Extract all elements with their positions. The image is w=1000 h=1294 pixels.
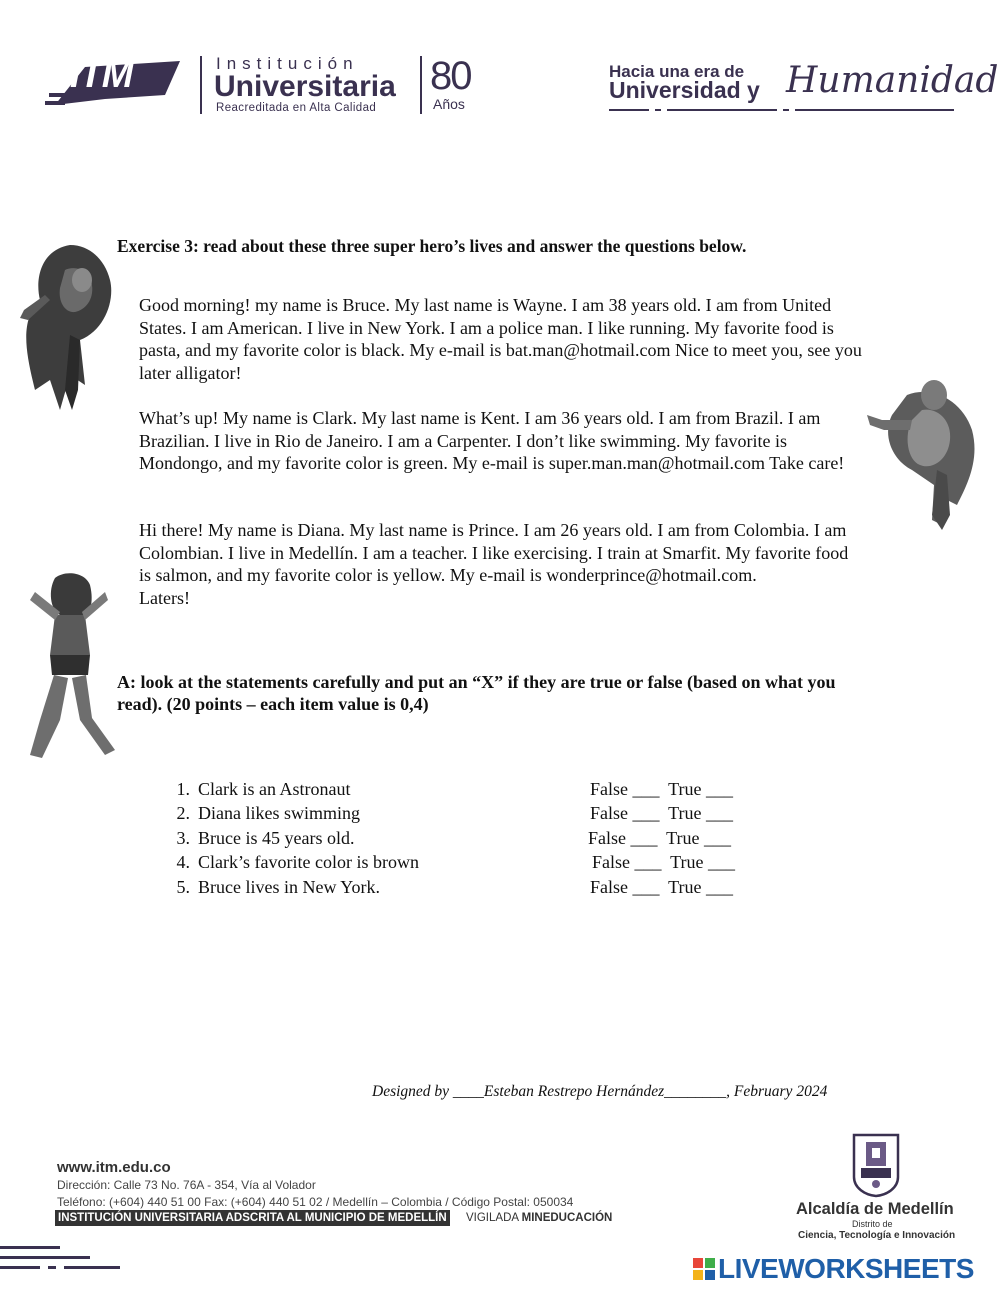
statement-number: 4. (176, 852, 190, 873)
vigilada-prefix: VIGILADA (466, 1212, 519, 1224)
anniversary-label: Años (433, 96, 465, 112)
itm-logo-text: iTM (70, 54, 133, 96)
true-false-blanks[interactable]: False ___ True ___ (590, 876, 734, 897)
footer-decorative-lines (0, 1244, 125, 1274)
alcaldia-tagline: Ciencia, Tecnología e Innovación (798, 1230, 956, 1241)
true-false-instruction: A: look at the statements carefully and put an “X” if they are true or false (based on what you read). (20 points – each item value is 0,4) (117, 672, 836, 714)
vigilada-entity: MINEDUCACIÓN (521, 1212, 613, 1224)
statement-text: Diana likes swimming (198, 803, 360, 824)
slogan-line2: Universidad y (609, 77, 760, 103)
anniversary-divider (420, 56, 422, 114)
clark-paragraph: What’s up! My name is Clark. My last name is Kent. I am 36 years old. I am from Brazil. I am Brazilian. I live in Rio de Janeiro. I am a Carpenter. I don’t like swimming. My favorite is Mondongo, and my favorite color is green. My e-mail is super.man.man@hotmail.com Take care! (139, 408, 845, 474)
wonder-woman-illustration (10, 570, 125, 762)
logo-divider (200, 56, 202, 114)
statement-row (168, 803, 788, 827)
true-false-list (168, 779, 788, 901)
slogan-line1: Hacia una era de (609, 62, 745, 81)
true-false-blanks[interactable]: False ___ True ___ (590, 779, 734, 799)
statement-text: Clark is an Astronaut (198, 779, 351, 799)
statement-number: 3. (176, 827, 190, 848)
true-false-blanks[interactable]: False ___ True ___ (592, 852, 736, 873)
liveworksheets-watermark: LIVEWORKSHEETS (718, 1253, 974, 1284)
batman-illustration (10, 240, 125, 415)
alcaldia-name: Alcaldía de Medellín (796, 1200, 954, 1218)
footer-vigilada (466, 1210, 612, 1226)
slogan-script: Humanidad (786, 60, 999, 101)
alcaldia-district: Distrito de (852, 1219, 893, 1229)
institution-accreditation: Reacreditada en Alta Calidad (216, 102, 377, 114)
footer-affiliation: INSTITUCIÓN UNIVERSITARIA ADSCRITA AL MUNICIPIO DE MEDELLÍN (55, 1210, 450, 1226)
true-false-blanks[interactable]: False ___ True ___ (588, 827, 732, 848)
footer-website[interactable]: www.itm.edu.co (57, 1159, 171, 1176)
exercise-title: Exercise 3: read about these three super hero’s lives and answer the questions below. (117, 236, 747, 256)
institution-name: Universitaria (214, 70, 396, 103)
diana-paragraph-closing: Laters! (139, 588, 190, 609)
liveworksheets-icon (693, 1258, 715, 1280)
institution-label: Institución (216, 54, 359, 73)
superman-illustration (862, 375, 987, 533)
slogan-underline (609, 107, 954, 113)
diana-paragraph (139, 519, 864, 610)
statement-text: Clark’s favorite color is brown (198, 852, 419, 873)
statement-number: 5. (176, 876, 190, 897)
true-false-blanks[interactable]: False ___ True ___ (590, 803, 734, 824)
statement-text: Bruce is 45 years old. (198, 827, 355, 848)
statement-row (168, 779, 788, 803)
diana-paragraph-text: Hi there! My name is Diana. My last name is Prince. I am 26 years old. I am from Colombia. I am Colombian. I live in Medellín. I am a teacher. I like exercising. I train at Smarfit. My favorite food is salmon, and my favorite color is yellow. My e-mail is wonderprince@hotmail.com. (139, 520, 849, 586)
statement-row (168, 852, 788, 876)
footer-phone: Teléfono: (+604) 440 51 00 Fax: (+604) 440 51 02 / Medellín – Colombia / Código Postal: 050034 (57, 1195, 574, 1209)
alcaldia-shield-icon (851, 1132, 901, 1198)
footer-address: Dirección: Calle 73 No. 76A - 354, Vía al Volador (57, 1178, 316, 1192)
statement-text: Bruce lives in New York. (198, 876, 380, 897)
designed-by-credit: Designed by ____Esteban Restrepo Hernández________, February 2024 (372, 1083, 828, 1100)
statement-number: 1. (176, 779, 190, 799)
statement-row (168, 828, 788, 852)
anniversary-number: 80 (430, 54, 471, 98)
statement-row (168, 877, 788, 901)
bruce-paragraph: Good morning! my name is Bruce. My last name is Wayne. I am 38 years old. I am from United States. I am American. I live in New York. I am a police man. I like running. My favorite food is pasta, and my favorite color is black. My e-mail is bat.man@hotmail.com Nice to meet you, see you later alligator! (139, 295, 862, 384)
statement-number: 2. (176, 803, 190, 824)
